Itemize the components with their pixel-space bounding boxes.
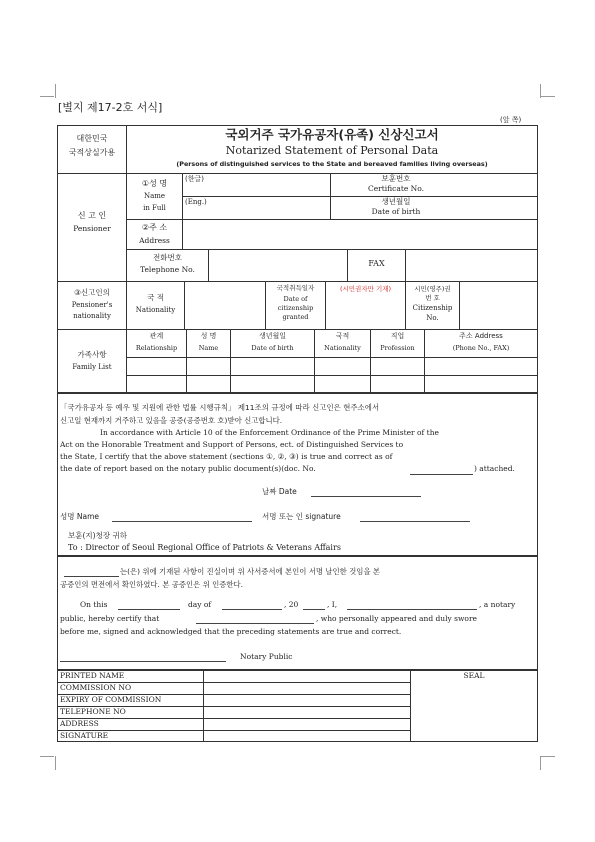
declaration-english-line-2: Act on the Honorable Treatment and Support of Persons, ect. of Distinguished Services to <box>60 440 404 449</box>
name-label-en: Name <box>143 192 166 200</box>
notary-name-blank[interactable] <box>347 609 477 610</box>
notary-public-label: Notary Public <box>240 652 293 661</box>
notary-i: , I, <box>327 600 338 609</box>
family-col-nationality: 국적 <box>335 332 350 340</box>
cert-label-ko: 보훈번호 <box>381 174 411 183</box>
citizenship-date-field[interactable] <box>326 296 404 328</box>
commission-no-label: COMMISSION NO <box>60 683 132 692</box>
notary-korean-line-1: 는(은) 위에 기재된 사항이 진실이며 위 사서증서에 본인이 서명 날인한 것임을 본 <box>120 567 381 576</box>
notary-year: , 20 <box>284 600 299 609</box>
form-divider <box>182 196 538 197</box>
notary-line-3: before me, signed and acknowledged that the preceding statements are true and correct. <box>60 627 402 636</box>
pensioner-label-en: Pensioner <box>73 224 111 233</box>
declaration-korean-line-2: 신고일 현재까지 거주하고 있음을 공증(공증번호 호)받아 신고합니다. <box>60 416 283 425</box>
form-title-korean: 국외거주 국가유공자(유족) 신상신고서 <box>225 127 439 142</box>
family-col-dob: 생년월일 <box>258 332 287 340</box>
form-title-english: Notarized Statement of Personal Data <box>225 144 439 157</box>
telephone-no-label: TELEPHONE NO <box>60 707 126 716</box>
declaration-english-line-1: In accordance with Article 10 of the Enforcement Ordinance of the Prime Minister of the <box>100 428 439 437</box>
name-english-tag: (Eng.) <box>185 198 207 206</box>
family-col-nationality: Nationality <box>324 344 361 352</box>
declaration-korean-line-1: 「국가유공자 등 예우 및 지원에 관한 법률 시행규칙」 제11조의 규정에 따라 신고인은 현주소에서 <box>60 403 380 412</box>
declaration-english-line-3: the State, I certify that the above statement (sections ①, ②, ③) is true and correct as of <box>60 452 393 461</box>
family-col-address: 주소 Address <box>459 332 503 340</box>
nationality-field[interactable] <box>185 282 264 328</box>
notary-line-2b: , who personally appeared and duly swore <box>316 614 477 623</box>
doc-number-blank[interactable] <box>410 474 473 475</box>
certificate-number-field[interactable] <box>462 175 537 195</box>
crop-mark <box>541 96 555 97</box>
family-label-ko: 가족사항 <box>77 350 107 359</box>
notary-a-notary: , a notary <box>479 600 516 609</box>
signer-name-label: 성명 Name <box>60 512 100 521</box>
crop-mark <box>541 756 555 757</box>
nationality-label-en: Nationality <box>135 306 176 314</box>
notary-signature-line[interactable] <box>60 661 226 662</box>
citizenship-label-en: No. <box>426 314 439 322</box>
phone-label-ko: 전화번호 <box>153 253 182 262</box>
form-number-label: [별지 제17-2호 서식] <box>58 101 163 114</box>
family-col-profession: Profession <box>380 344 415 352</box>
notary-korean-line-2: 공증인의 면전에서 확인하였다. 본 공증인은 위 인증한다. <box>60 580 244 589</box>
country-label-1: 대한민국 <box>76 134 108 143</box>
fax-field[interactable] <box>406 250 537 280</box>
telephone-no-field[interactable] <box>204 707 409 718</box>
form-divider <box>57 173 538 174</box>
family-col-relationship: 관계 <box>149 332 164 340</box>
name-korean-field[interactable] <box>215 175 329 195</box>
date-input-line[interactable] <box>311 496 421 497</box>
crop-mark <box>55 84 56 98</box>
notary-day-of: day of <box>188 600 212 609</box>
nationality-section-label-en: Pensioner's <box>71 301 113 309</box>
family-col-profession: 직업 <box>390 332 405 340</box>
citizenship-label-en: Citizenship <box>412 304 453 312</box>
expiry-field[interactable] <box>204 695 409 706</box>
signature-row-field[interactable] <box>204 731 409 741</box>
date-of-birth-field[interactable] <box>462 198 537 218</box>
notary-month-blank[interactable] <box>222 609 282 610</box>
cert-label-en: Certificate No. <box>367 184 424 193</box>
seal-label: SEAL <box>463 671 485 680</box>
crop-mark <box>540 756 541 770</box>
name-label-ko: ①성 명 <box>141 179 168 188</box>
family-row-1[interactable] <box>127 358 537 374</box>
granted-label-en: Date of <box>283 295 308 303</box>
crop-mark <box>40 96 54 97</box>
declaration-english-line-4-end: ) attached. <box>474 464 515 473</box>
crop-mark <box>55 756 56 770</box>
family-col-address: (Phone No., FAX) <box>452 344 510 352</box>
printed-name-label: PRINTED NAME <box>60 671 125 680</box>
address-label-ko: ②주 소 <box>141 223 168 232</box>
signature-row-label: SIGNATURE <box>60 731 109 740</box>
signature-label: 서명 또는 인 signature <box>262 512 341 521</box>
seal-area[interactable] <box>411 683 537 741</box>
dob-label-en: Date of birth <box>371 207 421 216</box>
family-col-name: Name <box>198 344 219 352</box>
nationality-section-label-ko: ③신고인의 <box>74 288 110 297</box>
family-col-relationship: Relationship <box>135 344 178 352</box>
family-row-2[interactable] <box>127 376 537 392</box>
address-row-field[interactable] <box>204 719 409 730</box>
country-label-2: 국적상실가용 <box>68 148 116 157</box>
name-hangul-tag: (한글) <box>185 175 204 183</box>
recipient-korean: 보훈(지)청장 귀하 <box>68 531 127 540</box>
notary-line-2a: public, hereby certify that <box>60 614 160 623</box>
notary-year-blank[interactable] <box>303 609 325 610</box>
citizenship-number-field[interactable] <box>460 282 537 328</box>
expiry-label: EXPIRY OF COMMISSION <box>60 695 162 704</box>
fax-label: FAX <box>368 259 385 268</box>
telephone-field[interactable] <box>209 250 346 280</box>
name-english-field[interactable] <box>215 198 329 218</box>
family-label-en: Family List <box>72 363 112 371</box>
pensioner-label-ko: 신 고 인 <box>77 211 107 220</box>
citizenship-label-ko: 시민(영주)권 <box>414 285 451 293</box>
crop-mark <box>540 84 541 98</box>
signature-input-line[interactable] <box>360 521 470 522</box>
printed-name-field[interactable] <box>204 671 409 682</box>
date-label: 날짜 Date <box>262 487 297 496</box>
signer-name-input-line[interactable] <box>112 521 252 522</box>
notary-day-blank[interactable] <box>118 609 180 610</box>
phone-label-en: Telephone No. <box>140 265 195 274</box>
front-page-label: (앞 쪽) <box>500 116 522 124</box>
name-label-en: in Full <box>143 204 166 212</box>
address-label-en: Address <box>139 236 170 245</box>
dob-label-ko: 생년월일 <box>381 197 411 206</box>
declaration-english-line-4: the date of report based on the notary public document(s)(doc. No. <box>60 464 316 473</box>
granted-label-en: granted <box>282 313 309 321</box>
form-subtitle: (Persons of distinguished services to the State and bereaved families living overseas) <box>176 160 488 168</box>
address-field[interactable] <box>183 220 537 248</box>
granted-label-en: citizenship <box>277 304 314 312</box>
notary-declarant-blank[interactable] <box>64 576 119 577</box>
address-row-label: ADDRESS <box>60 719 99 728</box>
recipient-english: To : Director of Seoul Regional Office of Patriots & Veterans Affairs <box>68 543 341 552</box>
citizenship-label-ko: 번 호 <box>425 294 440 302</box>
notary-on-this: On this <box>80 600 108 609</box>
notary-person-blank[interactable] <box>196 623 314 624</box>
family-col-dob: Date of birth <box>251 344 294 352</box>
form-divider <box>57 329 538 330</box>
nationality-section-label-en: nationality <box>73 312 111 320</box>
nationality-label-ko: 국 적 <box>147 293 164 302</box>
commission-no-field[interactable] <box>204 683 409 694</box>
granted-label-ko: 국적취득일자 <box>276 284 315 292</box>
citizen-only-note: (시민권자만 기재) <box>339 285 392 293</box>
family-col-name: 성 명 <box>200 332 217 340</box>
crop-mark <box>40 756 54 757</box>
